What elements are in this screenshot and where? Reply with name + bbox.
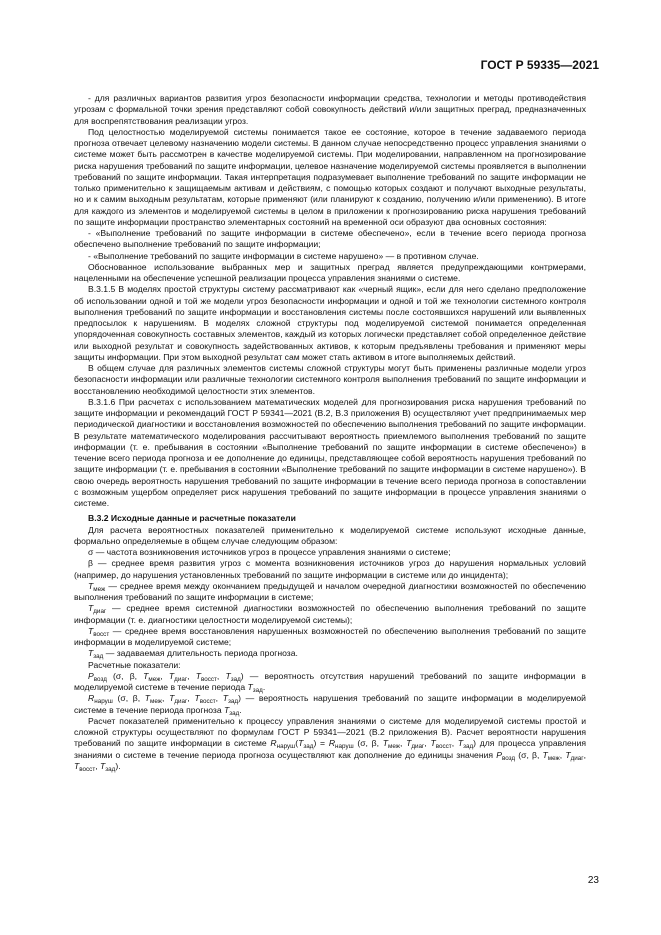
paragraph: Обоснованное использование выбранных мер и защитных преград является предупреждающими контрмерами, нацеленными на обеспечение успешной реализации процесса управления знаниями о системе. <box>74 261 586 283</box>
definition-t-diag: $T_{диаг}$ — среднее время системной диагностики возможностей по обеспечению выполнения требований по защите информации (т. е. диагностики целостности моделируемой системы); <box>74 603 586 625</box>
definition-sigma: σ — частота возникновения источников угроз в процессе управления знаниями о системе; <box>88 547 451 557</box>
page-body <box>74 93 586 772</box>
paragraph-final: Расчет показателей применительно к процессу управления знаниями о системе для моделируемой системы простой и сложной структуры осуществляют по формулам ГОСТ Р 59341—2021 (В.2 приложения В). Расчет вероятности нарушения требований по защите информации в системе $R_{наруш}(T_{зад}) = R_{наруш}$ (σ, β, $T_{меж}$, $T_{диаг}$, $T_{восст}$, $T_{зад}$) для процесса управления знаниями о системе в течение периода прогноза осуществляют как дополнение до единицы значения $P_{возд}$ (σ, β, $T_{меж}$, $T_{диаг}$, $T_{восст}$, $T_{зад}$). <box>74 715 586 773</box>
section-heading: В.3.2 Исходные данные и расчетные показатели <box>88 513 296 524</box>
definition-t-mezh: $T_{меж}$ — среднее время между окончанием предыдущей и началом очередной диагностики возможностей по обеспечению выполнения требований по защите информации в системе; <box>74 580 586 602</box>
definition-beta: β — среднее время развития угроз с момента возникновения источников угроз до нарушения нормальных условий (например, до нарушения установленных требований по защите информации в системе или до инцидента); <box>74 558 586 580</box>
paragraph: Для расчета вероятностных показателей применительно к моделируемой системе используют исходные данные, формально определяемые в общем случае следующим образом: <box>74 524 586 546</box>
formula-r-narush: $R_{наруш}$ (σ, β, $T_{меж}$, $T_{диаг}$, $T_{восст}$, $T_{зад}$) — вероятность нарушения требований по защите информации в моделируемой системе в течение периода прогноза $T_{зад}$. <box>74 693 586 717</box>
definition-t-zad: $T_{зад}$ — задаваемая длительность периода прогноза. <box>88 648 298 661</box>
paragraph: В.3.1.5 В моделях простой структуры систему рассматривают как «черный ящик», если для него сделано предположение об использовании одной и той же модели угроз безопасности информации и одной и той же технологии системного контроля выполнения требований по защите информации и восстановления системы после состоявшихся нарушений или выявленных предпосылок к нарушениям. В моделях сложной структуры под моделируемой системой понимается определенная упорядоченная совокупность составных элементов, каждый из которых логически представляет собой определенное действие или выходной результат и совокупность задействованных активов, к которым предъявлены требования и применяют меры защиты информации. При этом выходной результат сам может стать активом в итоге выполняемых действий. <box>74 284 586 362</box>
definition-t-vosst: $T_{восст}$ — среднее время восстановления нарушенных возможностей по обеспечению выполнения требований по защите информации в моделируемой системе; <box>74 625 586 647</box>
page-number: 23 <box>587 875 599 886</box>
paragraph: В.3.1.6 При расчетах с использованием математических моделей для прогнозирования риска нарушения требований по защите информации и рекомендаций ГОСТ Р 59341—2021 (В.2, В.3 приложения В) осуществляют учет предпринимаемых мер периодической диагностики и восстановления возможностей по обеспечению выполнения требований по защите информации. В результате математического моделирования рассчитывают вероятность приемлемого выполнения требований по защите информации (т. е. пребывания в состоянии «Выполнение требований по защите информации в системе обеспечено») в течение всего периода прогноза и ее дополнение до единицы, представляющее собой вероятность нарушения требований по защите информации (т. е. пребывания в состоянии «Выполнение требований по защите информации в системе нарушено»). В свою очередь вероятность нарушения требований по защите информации в течение всего периода прогноза в сопоставлении с возможным ущербом определяет риск нарушения требований по защите информации в процессе управления знаниями о системе. <box>74 396 586 508</box>
formula-p-vozd: $P_{возд}$ (σ, β, $T_{меж}$, $T_{диаг}$, $T_{восст}$, $T_{зад}$) — вероятность отсутствия нарушений требований по защите информации в моделируемой системе в течение периода $T_{зад}$. <box>74 670 586 694</box>
paragraph: - «Выполнение требований по защите информации в системе обеспечено», если в течение всего периода прогноза обеспечено выполнение требований по защите информации; <box>74 228 586 250</box>
paragraph: Под целостностью моделируемой системы понимается такое ее состояние, которое в течение задаваемого периода прогноза отвечает целевому назначению модели системы. В данном случае непосредственно процесс управления знаниями о системе может быть рассмотрен в качестве моделируемой системы. При моделировании, направленном на прогнозирование риска нарушения требований по защите информации, целевое назначение моделируемой системы проявляется в выполнении требований по защите информации. Такая интерпретация подразумевает выполнение требований по защите информации не только применительно к защищаемым активам и действиям, с помощью которых создают и получают выходные результаты, но и к самим выходным результатам, которые применяют (или планируют к созданию, получению и/или применению). В итоге для каждого из элементов и моделируемой системы в целом в приложении к прогнозированию риска нарушения требований по защите информации пространство элементарных состояний на временной оси образуют два основных состояния: <box>74 126 586 227</box>
document-code-header: ГОСТ Р 59335—2021 <box>480 58 599 72</box>
paragraph: - для различных вариантов развития угроз безопасности информации средства, технологии и методы противодействия угрозам с формальной точки зрения представляют собой совокупность действий и/или защитных преград, предназначенных для воспрепятствования реализации угроз. <box>74 93 586 126</box>
paragraph: В общем случае для различных элементов системы сложной структуры могут быть применены различные модели угроз безопасности информации или различные технологии системного контроля выполнения требований по защите информации и восстановлению необходимой целостности этих элементов. <box>74 363 586 396</box>
paragraph: - «Выполнение требований по защите информации в системе нарушено» — в противном случае. <box>88 250 479 261</box>
calc-label: Расчетные показатели: <box>88 659 181 670</box>
